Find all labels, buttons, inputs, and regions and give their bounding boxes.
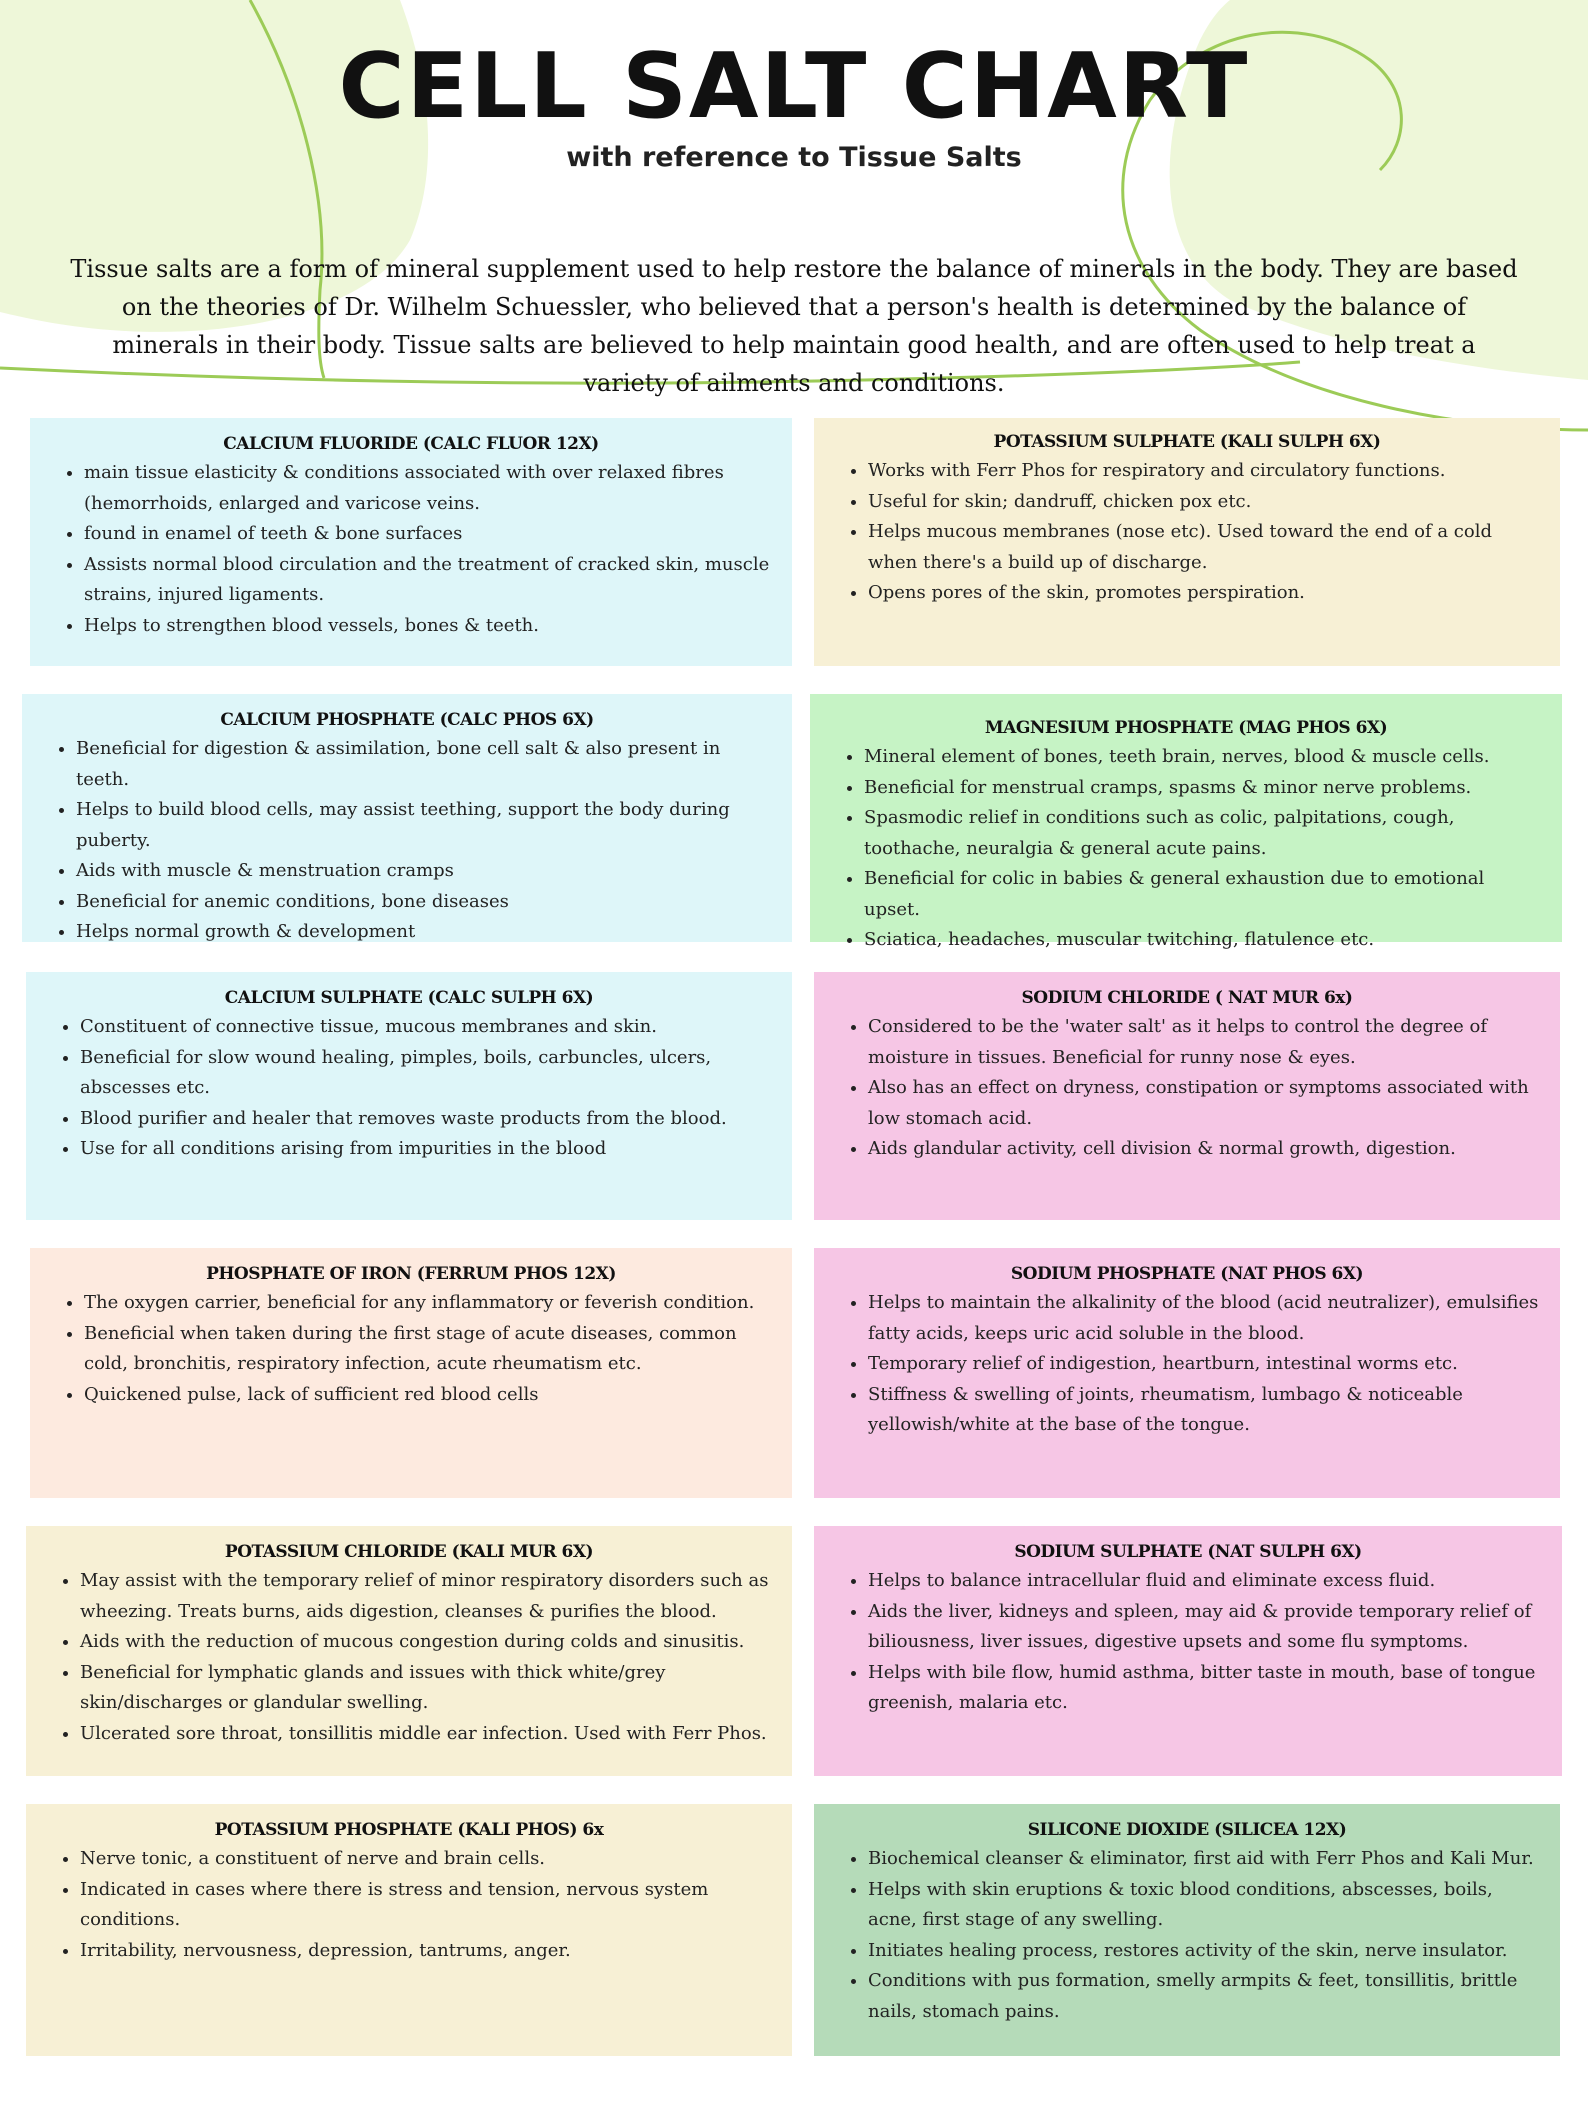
card-title: POTASSIUM SULPHATE (KALI SULPH 6X) [993, 432, 1381, 452]
card-calcium-fluoride [30, 418, 792, 666]
card-potassium-sulphate [814, 418, 1560, 666]
card-list [48, 458, 774, 641]
card-potassium-phosphate [26, 1804, 792, 2056]
list-item: • Sciatica, headaches, muscular twitching, flatulence etc. [864, 925, 1544, 956]
card-title: SODIUM CHLORIDE ( NAT MUR 6x) [1021, 988, 1353, 1008]
card-list [44, 1844, 774, 1966]
list-item: • Temporary relief of indigestion, heartburn, intestinal worms etc. [868, 1349, 1542, 1380]
list-item: • found in enamel of teeth & bone surfaces [84, 519, 774, 550]
list-item: • Beneficial for colic in babies & general exhaustion due to emotional upset. [864, 864, 1544, 925]
list-item: • Ulcerated sore throat, tonsillitis middle ear infection. Used with Ferr Phos. [80, 1719, 774, 1750]
card-title: SILICONE DIOXIDE (SILICEA 12X) [1027, 1820, 1347, 1840]
list-item: • Beneficial for menstrual cramps, spasms & minor nerve problems. [864, 773, 1544, 804]
page-subtitle: with reference to Tissue Salts [566, 142, 1022, 173]
card-silicone-dioxide [814, 1804, 1560, 2056]
card-list [40, 734, 774, 948]
list-item: • Helps mucous membranes (nose etc). Used toward the end of a cold when there's a build up of discharge. [868, 517, 1542, 578]
card-title: CALCIUM FLUORIDE (CALC FLUOR 12X) [223, 434, 599, 454]
list-item: • Opens pores of the skin, promotes perspiration. [868, 578, 1542, 609]
card-title: CALCIUM PHOSPHATE (CALC PHOS 6X) [220, 710, 594, 730]
card-list [832, 1844, 1542, 2027]
page-title: CELL SALT CHART [338, 34, 1250, 139]
card-title: MAGNESIUM PHOSPHATE (MAG PHOS 6X) [984, 718, 1388, 738]
list-item: • Helps to strengthen blood vessels, bones & teeth. [84, 611, 774, 642]
list-item: • Constituent of connective tissue, mucous membranes and skin. [80, 1012, 774, 1043]
list-item: • Helps with bile flow, humid asthma, bitter taste in mouth, base of tongue greenish, malaria etc. [868, 1658, 1544, 1719]
list-item: • Use for all conditions arising from impurities in the blood [80, 1134, 774, 1165]
list-item: • Assists normal blood circulation and the treatment of cracked skin, muscle strains, injured ligaments. [84, 550, 774, 611]
card-list [832, 1566, 1544, 1719]
list-item: • Helps to maintain the alkalinity of the blood (acid neutralizer), emulsifies fatty acids, keeps uric acid soluble in the blood. [868, 1288, 1542, 1349]
list-item: • Aids with the reduction of mucous congestion during colds and sinusitis. [80, 1627, 774, 1658]
card-list [832, 1288, 1542, 1441]
list-item: • May assist with the temporary relief of minor respiratory disorders such as wheezing. Treats burns, aids digestion, cleanses & purifies the blood. [80, 1566, 774, 1627]
list-item: • Conditions with pus formation, smelly armpits & feet, tonsillitis, brittle nails, stomach pains. [868, 1966, 1542, 2027]
list-item: • Quickened pulse, lack of sufficient red blood cells [84, 1380, 774, 1411]
list-item: • Stiffness & swelling of joints, rheumatism, lumbago & noticeable yellowish/white at the base of the tongue. [868, 1380, 1542, 1441]
card-sodium-phosphate [814, 1248, 1560, 1498]
list-item: • Beneficial for lymphatic glands and issues with thick white/grey skin/discharges or glandular swelling. [80, 1658, 774, 1719]
list-item: • Helps with skin eruptions & toxic blood conditions, abscesses, boils, acne, first stage of any swelling. [868, 1875, 1542, 1936]
card-sodium-chloride [814, 972, 1560, 1220]
card-title: SODIUM SULPHATE (NAT SULPH 6X) [1014, 1542, 1362, 1562]
card-calcium-sulphate [26, 972, 792, 1220]
list-item: • Mineral element of bones, teeth brain, nerves, blood & muscle cells. [864, 742, 1544, 773]
card-title: SODIUM PHOSPHATE (NAT PHOS 6X) [1010, 1264, 1364, 1284]
card-title: CALCIUM SULPHATE (CALC SULPH 6X) [224, 988, 594, 1008]
list-item: • Useful for skin; dandruff, chicken pox etc. [868, 487, 1542, 518]
card-list [48, 1288, 774, 1410]
list-item: • Nerve tonic, a constituent of nerve and brain cells. [80, 1844, 774, 1875]
card-phosphate-of-iron [30, 1248, 792, 1498]
list-item: • Beneficial for digestion & assimilation, bone cell salt & also present in teeth. [76, 734, 774, 795]
list-item: • Also has an effect on dryness, constipation or symptoms associated with low stomach acid. [868, 1073, 1542, 1134]
list-item: • Helps normal growth & development [76, 917, 774, 948]
card-calcium-phosphate [22, 694, 792, 942]
card-title: POTASSIUM PHOSPHATE (KALI PHOS) 6x [214, 1820, 604, 1840]
card-title: PHOSPHATE OF IRON (FERRUM PHOS 12X) [206, 1264, 616, 1284]
list-item: • Beneficial for slow wound healing, pimples, boils, carbuncles, ulcers, abscesses etc. [80, 1043, 774, 1104]
list-item: • Helps to build blood cells, may assist teething, support the body during puberty. [76, 795, 774, 856]
card-list [44, 1566, 774, 1749]
list-item: • Blood purifier and healer that removes waste products from the blood. [80, 1104, 774, 1135]
list-item: • Considered to be the 'water salt' as it helps to control the degree of moisture in tissues. Beneficial for runny nose & eyes. [868, 1012, 1542, 1073]
card-list [832, 1012, 1542, 1165]
card-potassium-chloride [26, 1526, 792, 1776]
list-item: • Irritability, nervousness, depression, tantrums, anger. [80, 1936, 774, 1967]
list-item: • Spasmodic relief in conditions such as colic, palpitations, cough, toothache, neuralgia & general acute pains. [864, 803, 1544, 864]
list-item: • Beneficial when taken during the first stage of acute diseases, common cold, bronchitis, respiratory infection, acute rheumatism etc. [84, 1319, 774, 1380]
intro-paragraph: Tissue salts are a form of mineral supplement used to help restore the balance of minerals in the body. They are based on the theories of Dr. Wilhelm Schuessler, who believed that a person's health is determined by the balance of minerals in their body. Tissue salts are believed to help maintain good health, and are often used to help treat a variety of ailments and conditions. [70, 255, 1518, 397]
list-item: • Aids with muscle & menstruation cramps [76, 856, 774, 887]
list-item: • Beneficial for anemic conditions, bone diseases [76, 887, 774, 918]
list-item: • Initiates healing process, restores activity of the skin, nerve insulator. [868, 1936, 1542, 1967]
card-list [832, 456, 1542, 609]
list-item: • Indicated in cases where there is stress and tension, nervous system conditions. [80, 1875, 774, 1936]
card-list [44, 1012, 774, 1165]
card-title: POTASSIUM CHLORIDE (KALI MUR 6X) [224, 1542, 594, 1562]
list-item: • main tissue elasticity & conditions associated with over relaxed fibres (hemorrhoids, enlarged and varicose veins. [84, 458, 774, 519]
list-item: • The oxygen carrier, beneficial for any inflammatory or feverish condition. [84, 1288, 774, 1319]
list-item: • Aids glandular activity, cell division & normal growth, digestion. [868, 1134, 1542, 1165]
list-item: • Aids the liver, kidneys and spleen, may aid & provide temporary relief of biliousness, liver issues, digestive upsets and some flu symptoms. [868, 1597, 1544, 1658]
card-magnesium-phosphate [810, 694, 1562, 950]
card-sodium-sulphate [814, 1526, 1562, 1776]
list-item: • Helps to balance intracellular fluid and eliminate excess fluid. [868, 1566, 1544, 1597]
card-list [828, 742, 1544, 956]
list-item: • Works with Ferr Phos for respiratory and circulatory functions. [868, 456, 1542, 487]
list-item: • Biochemical cleanser & eliminator, first aid with Ferr Phos and Kali Mur. [868, 1844, 1542, 1875]
